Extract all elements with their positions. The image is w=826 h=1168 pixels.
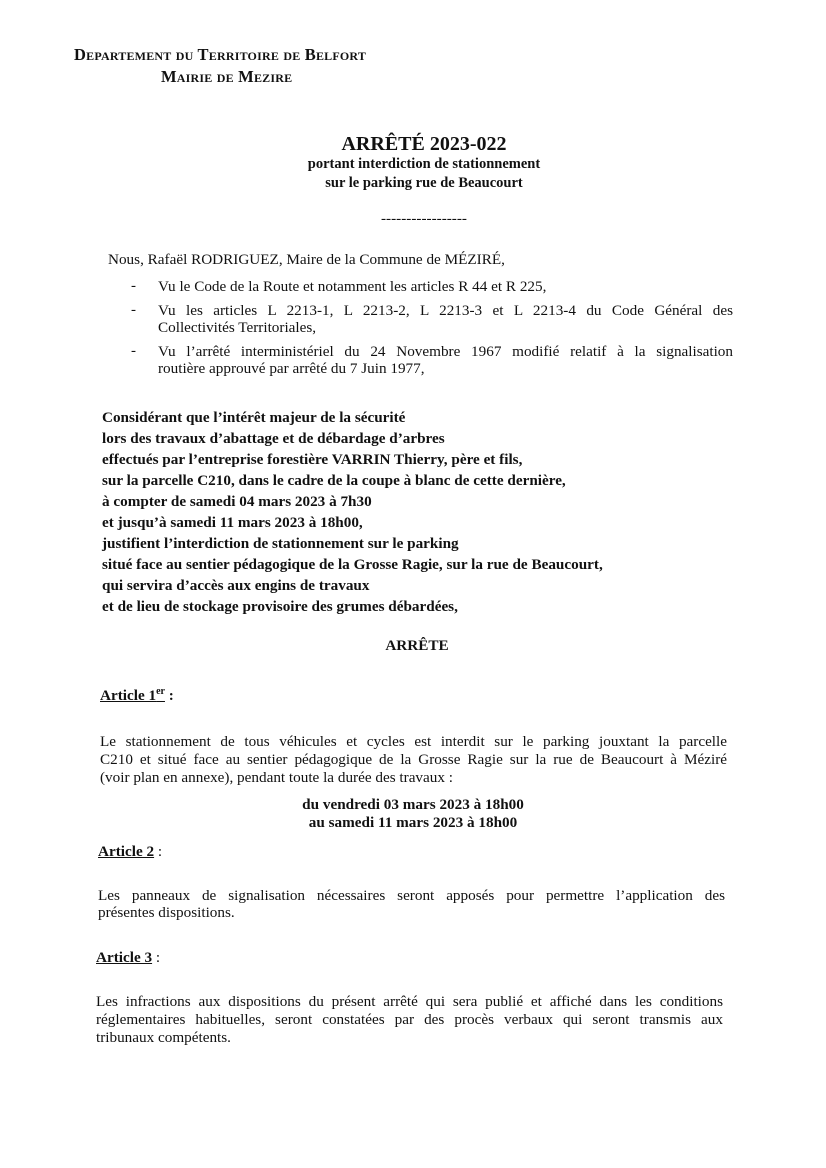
article-1-line-3: (voir plan en annexe), pendant toute la durée des travaux : <box>100 769 453 786</box>
considerant-line: lors des travaux d’abattage et de débardage d’arbres <box>102 430 445 447</box>
considerant-line: Considérant que l’intérêt majeur de la sécurité <box>102 409 406 426</box>
vu-item-2-line-2: Collectivités Territoriales, <box>158 319 317 336</box>
article-3-line-3: tribunaux compétents. <box>96 1029 231 1046</box>
article-1-line-1: Le stationnement de tous véhicules et cycles est interdit sur le parking jouxtant la parcelle <box>100 733 727 750</box>
article-3-line-2: réglementaires habituelles, seront constatées par des procès verbaux qui seront transmis aux <box>96 1011 723 1028</box>
vu-item-1: Vu le Code de la Route et notamment les articles R 44 et R 225, <box>158 278 547 295</box>
title-separator: ----------------- <box>381 210 467 227</box>
article-1-heading: Article 1er : <box>100 685 174 704</box>
vu-item-3-line-2: routière approuvé par arrêté du 7 Juin 1977, <box>158 360 425 377</box>
considerant-line: qui servira d’accès aux engins de travaux <box>102 577 370 594</box>
vu-item-2-line-1: Vu les articles L 2213-1, L 2213-2, L 2213-3 et L 2213-4 du Code Général des <box>158 302 733 319</box>
arrete-heading: ARRÊTE <box>385 637 449 654</box>
article-2-label: Article 2 <box>98 843 155 860</box>
considerant-line: à compter de samedi 04 mars 2023 à 7h30 <box>102 493 372 510</box>
considerant-line: situé face au sentier pédagogique de la Grosse Ragie, sur la rue de Beaucourt, <box>102 556 603 573</box>
article-2-line-1: Les panneaux de signalisation nécessaires seront apposés pour permettre l’application des <box>98 887 725 904</box>
article-1-date-from: du vendredi 03 mars 2023 à 18h00 <box>302 796 524 813</box>
article-2-line-2: présentes dispositions. <box>98 904 235 921</box>
article-2-heading: Article 2 : <box>98 843 163 860</box>
considerant-line: et jusqu’à samedi 11 mars 2023 à 18h00, <box>102 514 363 531</box>
considerant-line: effectués par l’entreprise forestière VARRIN Thierry, père et fils, <box>102 451 523 468</box>
article-3-label: Article 3 <box>96 949 153 966</box>
article-1-label: Article 1er <box>100 685 165 704</box>
arrete-subtitle-1: portant interdiction de stationnement <box>307 156 541 172</box>
considerant-line: justifient l’interdiction de stationnement sur le parking <box>102 535 459 552</box>
intro-line: Nous, Rafaël RODRIGUEZ, Maire de la Commune de MÉZIRÉ, <box>108 251 505 268</box>
bullet-dash: - <box>131 278 136 294</box>
arrete-subtitle-2: sur le parking rue de Beaucourt <box>325 175 523 191</box>
article-3-line-1: Les infractions aux dispositions du présent arrêté qui sera publié et affiché dans les conditions <box>96 993 723 1010</box>
department-name: Departement du Territoire de Belfort <box>74 45 367 64</box>
bullet-dash: - <box>131 343 136 359</box>
article-1-line-2: C210 et situé face au sentier pédagogique de la Grosse Ragie sur la rue de Beaucourt à Méziré <box>100 751 727 768</box>
article-1-date-to: au samedi 11 mars 2023 à 18h00 <box>308 814 518 831</box>
mairie-name: Mairie de Mezire <box>161 67 293 86</box>
vu-item-3-line-1: Vu l’arrêté interministériel du 24 Novembre 1967 modifié relatif à la signalisation <box>158 343 733 360</box>
arrete-title: ARRÊTÉ 2023-022 <box>341 133 507 155</box>
article-3-heading: Article 3 : <box>96 949 161 966</box>
considerant-line: sur la parcelle C210, dans le cadre de la coupe à blanc de cette dernière, <box>102 472 566 489</box>
considerant-line: et de lieu de stockage provisoire des grumes débardées, <box>102 598 458 615</box>
bullet-dash: - <box>131 302 136 318</box>
